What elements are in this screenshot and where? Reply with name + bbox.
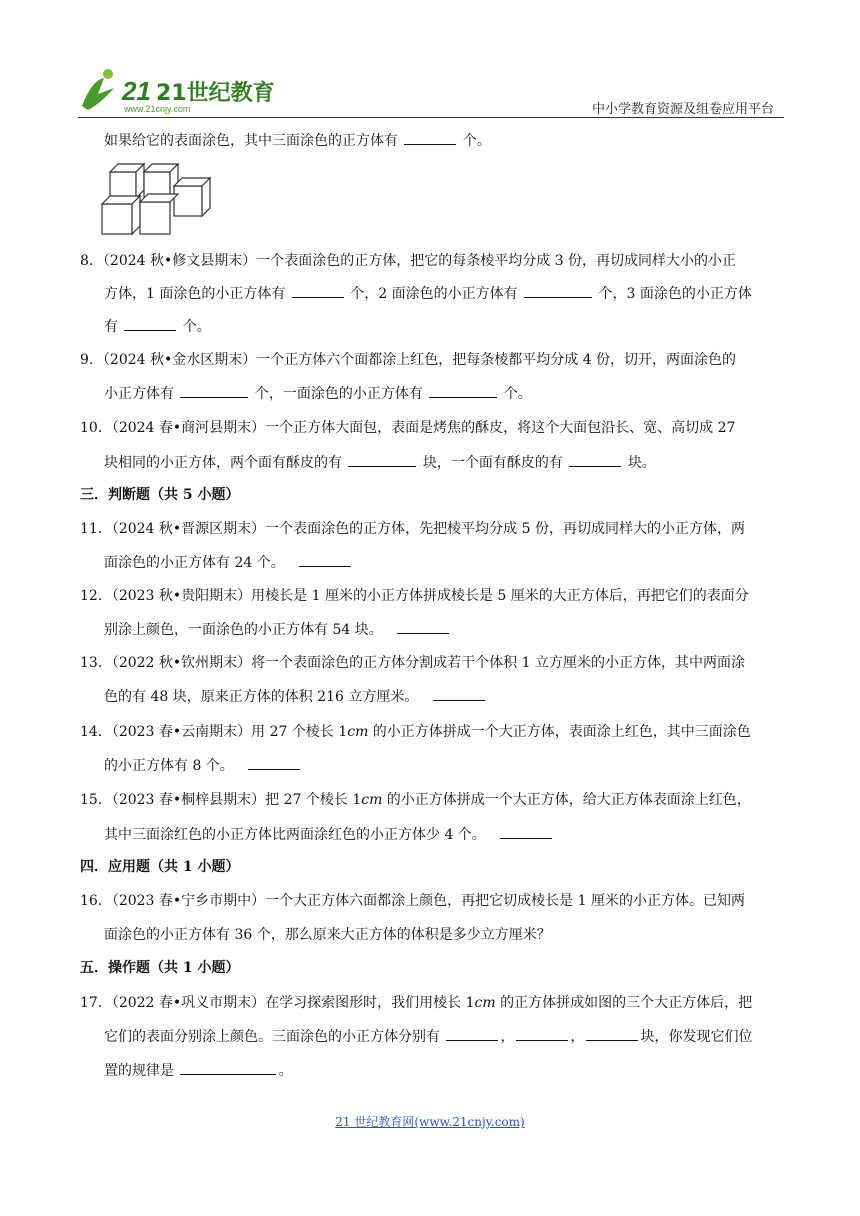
- q14-text-b: 的小正方体拼成一个大正方体，表面涂上红色，其中三面涂色: [368, 724, 751, 740]
- q10-line-2: [104, 452, 656, 473]
- q17-text-a: 17．（2022 春•巩义市期末）在学习探索图形时，我们用棱长 1: [80, 995, 475, 1011]
- q8-text-c: 个，3 面涂色的小正方体: [598, 286, 752, 302]
- q12-text: 别涂上颜色，一面涂色的小正方体有 54 块。: [104, 622, 383, 638]
- svg-text:www.21cnjy.com: www.21cnjy.com: [124, 104, 191, 114]
- q16-line-1: 16．（2023 春•宁乡市期中）一个大正方体六面都涂上颜色，再把它切成棱长是 1 厘米的小正方体。已知两: [80, 893, 745, 909]
- q10-line-1: 10．（2024 春•商河县期末）一个正方体大面包，表面是烤焦的酥皮，将这个大面包沿长、宽、高切成 27: [80, 420, 736, 436]
- q10-blank-2[interactable]: [569, 452, 621, 467]
- q9-text-a: 小正方体有: [104, 386, 174, 402]
- q8-line-2: [104, 283, 752, 304]
- section-application-title: 四．应用题（共 1 小题）: [80, 859, 240, 875]
- q7-tail-line: [104, 130, 491, 151]
- q17-line-1: [80, 993, 752, 1013]
- q8-line-1: 8．（2024 秋•修文县期末）一个表面涂色的正方体，把它的每条棱平均分成 3 份，再切成同样大小的小正: [80, 253, 737, 269]
- q15-text-a: 15．（2023 春•桐梓县期末）把 27 个棱长 1: [80, 792, 362, 808]
- q17-text-c: 它们的表面分别涂上颜色。三面涂色的小正方体分别有: [104, 1029, 440, 1045]
- q17-sep-1: ，: [500, 1029, 515, 1045]
- q17-text-b: 的正方体拼成如图的三个大正方体后，把: [495, 995, 753, 1011]
- section-judgement-title: 三．判断题（共 5 小题）: [80, 487, 240, 503]
- q15-unit: cm: [361, 792, 383, 808]
- svg-text:21: 21: [122, 76, 151, 106]
- q7-suffix: 个。: [462, 133, 491, 149]
- q17-blank-4[interactable]: [180, 1060, 276, 1075]
- header-divider: [78, 117, 784, 118]
- q13-line-2: [104, 686, 487, 707]
- q8-text-d: 有: [104, 319, 118, 335]
- q14-line-2: [104, 755, 302, 776]
- q7-answer-blank[interactable]: [404, 130, 456, 145]
- q11-text: 面涂色的小正方体有 24 个。: [104, 555, 285, 571]
- q12-line-2: [104, 619, 451, 640]
- q8-line-3: [104, 316, 211, 337]
- q14-line-1: [80, 722, 751, 742]
- q17-text-e: 置的规律是: [104, 1063, 174, 1079]
- q14-text-a: 14．（2023 春•云南期末）用 27 个棱长 1: [80, 724, 348, 740]
- q9-text-c: 个。: [503, 386, 532, 402]
- q17-line-3: [104, 1060, 292, 1081]
- stacked-cubes-figure: [100, 158, 212, 238]
- q14-unit: cm: [347, 724, 369, 740]
- q17-text-f: 。: [278, 1063, 293, 1079]
- q9-blank-1[interactable]: [180, 383, 248, 398]
- q12-line-1: 12．（2023 秋•贵阳期末）用棱长是 1 厘米的小正方体拼成棱长是 5 厘米的大正方体后，再把它们的表面分: [80, 588, 749, 604]
- q15-line-2: [104, 824, 554, 845]
- q17-text-d: 块，你发现它们位: [640, 1029, 753, 1045]
- q11-line-2: [104, 552, 353, 573]
- svg-text:21世纪教育: 21世纪教育: [156, 81, 275, 106]
- brand-logo: [78, 64, 275, 116]
- q14-answer-blank[interactable]: [248, 755, 300, 770]
- q15-text: 其中三面涂红色的小正方体比两面涂红色的小正方体少 4 个。: [104, 827, 486, 843]
- q11-answer-blank[interactable]: [299, 552, 351, 567]
- q15-text-b: 的小正方体拼成一个大正方体，给大正方体表面涂上红色，: [382, 792, 751, 808]
- q8-blank-1[interactable]: [292, 283, 344, 298]
- q10-text-b: 块，一个面有酥皮的有: [422, 455, 563, 471]
- q10-text-a: 块相同的小正方体，两个面有酥皮的有: [104, 455, 342, 471]
- page-footer: [0, 1113, 860, 1130]
- q13-answer-blank[interactable]: [433, 686, 485, 701]
- q14-text: 的小正方体有 8 个。: [104, 758, 234, 774]
- section-operation-title: 五．操作题（共 1 小题）: [80, 960, 240, 976]
- q15-line-1: [80, 790, 751, 810]
- q17-blank-3[interactable]: [586, 1026, 638, 1041]
- q13-text: 色的有 48 块，原来正方体的体积 216 立方厘米。: [104, 689, 419, 705]
- platform-name: 中小学教育资源及组卷应用平台: [591, 102, 774, 117]
- q9-line-2: [104, 383, 532, 404]
- q9-line-1: 9．（2024 秋•金水区期末）一个正方体六个面都涂上红色，把每条棱都平均分成 4 份，切开，两面涂色的: [80, 352, 737, 368]
- q10-text-c: 块。: [627, 455, 656, 471]
- q17-unit: cm: [474, 995, 496, 1011]
- q11-line-1: 11．（2024 秋•晋源区期末）一个表面涂色的正方体，先把棱平均分成 5 份，再切成同样大的小正方体，两: [80, 521, 745, 537]
- q17-blank-1[interactable]: [446, 1026, 498, 1041]
- q12-answer-blank[interactable]: [397, 619, 449, 634]
- q16-line-2: 面涂色的小正方体有 36 个，那么原来大正方体的体积是多少立方厘米？: [104, 927, 551, 943]
- q9-text-b: 个，一面涂色的小正方体有: [254, 386, 423, 402]
- q17-sep-2: ，: [570, 1029, 585, 1045]
- q8-text-a: 方体，1 面涂色的小正方体有: [104, 286, 286, 302]
- page-header: [78, 64, 784, 116]
- q9-blank-2[interactable]: [429, 383, 497, 398]
- q8-text-e: 个。: [182, 319, 211, 335]
- q8-text-b: 个，2 面涂色的小正方体有: [350, 286, 518, 302]
- q17-line-2: [104, 1026, 752, 1047]
- footer-site-link[interactable]: 21 世纪教育网(www.21cnjy.com): [335, 1115, 525, 1129]
- q8-blank-2[interactable]: [524, 283, 592, 298]
- q15-answer-blank[interactable]: [500, 824, 552, 839]
- q10-blank-1[interactable]: [348, 452, 416, 467]
- q7-text: 如果给它的表面涂色，其中三面涂色的正方体有: [104, 133, 398, 149]
- q8-blank-3[interactable]: [124, 316, 176, 331]
- q13-line-1: 13．（2022 秋•钦州期末）将一个表面涂色的正方体分割成若干个体积 1 立方厘米的小正方体，其中两面涂: [80, 655, 745, 671]
- q17-blank-2[interactable]: [516, 1026, 568, 1041]
